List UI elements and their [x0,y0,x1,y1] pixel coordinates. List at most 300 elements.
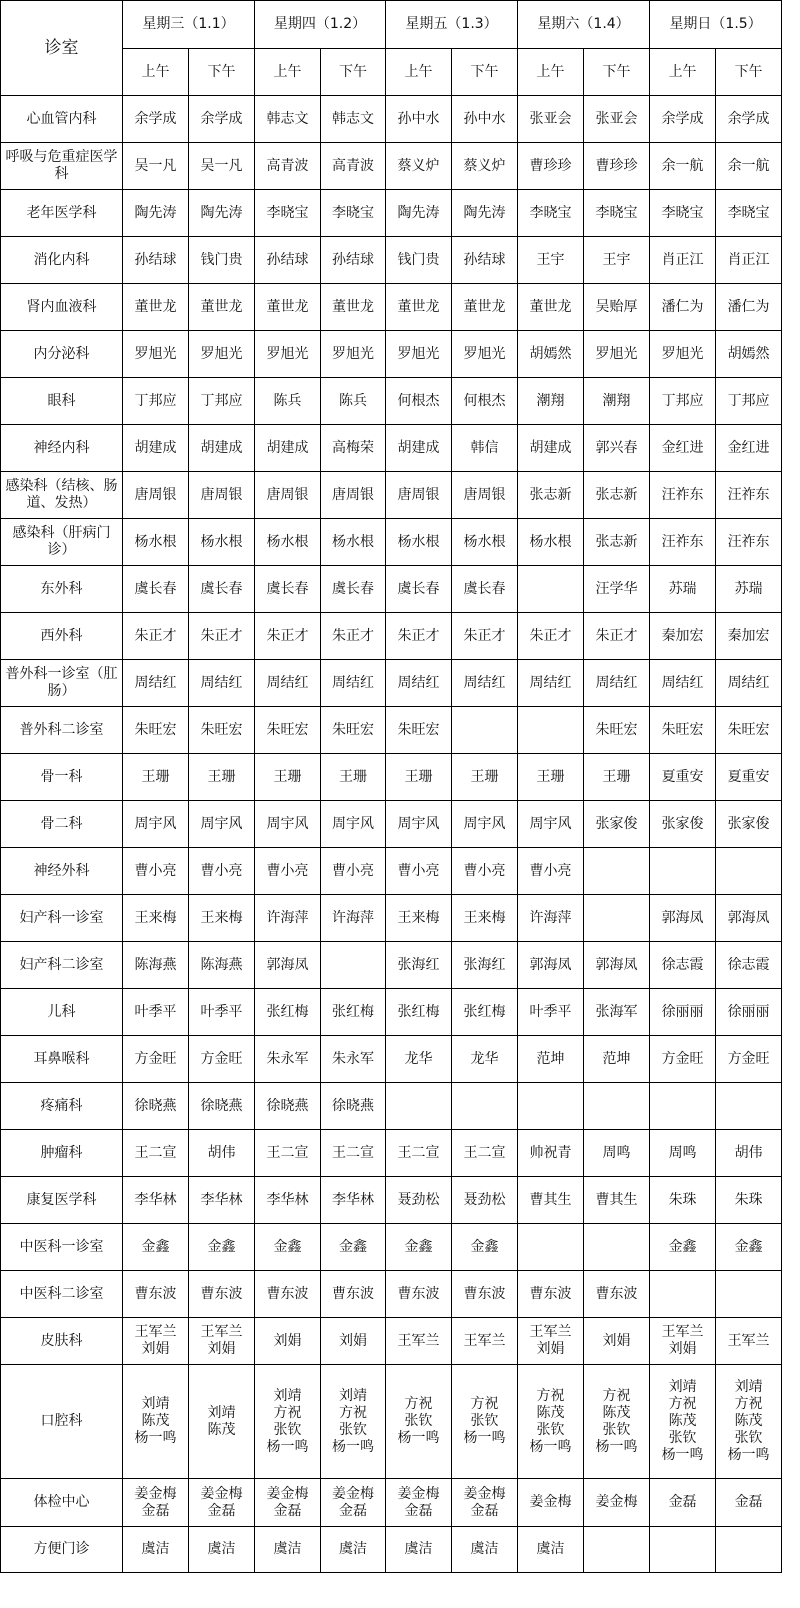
doctor-cell: 虞长春 [255,566,321,613]
doctor-cell: 张海红 [386,942,452,989]
doctor-cell: 张家俊 [716,801,782,848]
doctor-cell [452,707,518,754]
doctor-cell: 姜金梅 金磊 [123,1479,189,1527]
doctor-cell: 王珊 [452,754,518,801]
doctor-cell: 周结红 [716,660,782,707]
department-cell: 口腔科 [1,1365,123,1479]
doctor-cell: 王军兰 [716,1318,782,1365]
doctor-cell [584,895,650,942]
doctor-cell [518,1083,584,1130]
doctor-cell: 杨水根 [255,519,321,566]
doctor-cell: 金红进 [650,425,716,472]
doctor-cell: 王二宣 [452,1130,518,1177]
table-row [1,519,782,566]
doctor-cell: 蔡义炉 [386,143,452,190]
doctor-cell: 虞洁 [452,1527,518,1573]
doctor-cell: 王军兰 刘娟 [123,1318,189,1365]
doctor-cell: 郭海凤 [650,895,716,942]
doctor-cell: 陈兵 [255,378,321,425]
doctor-cell: 陶先涛 [452,190,518,237]
doctor-cell [650,1083,716,1130]
doctor-cell: 虞洁 [189,1527,255,1573]
doctor-cell: 周结红 [386,660,452,707]
doctor-cell: 金红进 [716,425,782,472]
doctor-cell: 张亚会 [518,96,584,143]
doctor-cell: 高青波 [255,143,321,190]
doctor-cell: 周宇风 [189,801,255,848]
doctor-cell: 王军兰 刘娟 [189,1318,255,1365]
doctor-cell: 周宇风 [518,801,584,848]
doctor-cell: 郭海凤 [518,942,584,989]
period-header: 下午 [716,49,782,96]
doctor-cell: 李华林 [189,1177,255,1224]
table-row [1,331,782,378]
department-cell: 感染科（肝病门诊） [1,519,123,566]
day-header: 星期三（1.1） [123,1,255,49]
doctor-cell: 刘娟 [255,1318,321,1365]
period-header: 下午 [452,49,518,96]
doctor-cell: 郭海凤 [255,942,321,989]
doctor-cell [584,1083,650,1130]
department-cell: 普外科二诊室 [1,707,123,754]
department-cell: 骨二科 [1,801,123,848]
doctor-cell: 苏瑞 [716,566,782,613]
doctor-cell: 王军兰 刘娟 [650,1318,716,1365]
doctor-cell: 方金旺 [189,1036,255,1083]
table-row [1,472,782,519]
doctor-cell: 朱旺宏 [189,707,255,754]
table-row [1,848,782,895]
table-row [1,237,782,284]
doctor-cell: 方祝 张钦 杨一鸣 [452,1365,518,1479]
doctor-cell: 秦加宏 [650,613,716,660]
doctor-cell: 方金旺 [716,1036,782,1083]
doctor-cell: 刘靖 方祝 陈茂 张钦 杨一鸣 [650,1365,716,1479]
doctor-cell [716,1527,782,1573]
table-row [1,895,782,942]
department-cell: 儿科 [1,989,123,1036]
doctor-cell: 杨水根 [123,519,189,566]
doctor-cell: 曹东波 [255,1271,321,1318]
doctor-cell: 曹东波 [189,1271,255,1318]
doctor-cell: 王珊 [189,754,255,801]
doctor-cell: 曹东波 [321,1271,386,1318]
department-cell: 康复医学科 [1,1177,123,1224]
doctor-cell: 方祝 陈茂 张钦 杨一鸣 [584,1365,650,1479]
doctor-cell: 肖正江 [716,237,782,284]
table-row [1,566,782,613]
doctor-cell: 朱永军 [321,1036,386,1083]
doctor-cell: 王宇 [518,237,584,284]
doctor-cell: 虞长春 [123,566,189,613]
doctor-cell: 陈海燕 [189,942,255,989]
doctor-cell: 潘仁为 [650,284,716,331]
department-cell: 肾内血液科 [1,284,123,331]
doctor-cell: 王来梅 [123,895,189,942]
doctor-cell: 范坤 [518,1036,584,1083]
doctor-cell: 杨水根 [189,519,255,566]
schedule-body [1,96,782,1573]
doctor-cell: 孙结球 [452,237,518,284]
department-cell: 神经外科 [1,848,123,895]
doctor-cell: 胡建成 [386,425,452,472]
doctor-cell: 王二宣 [386,1130,452,1177]
doctor-cell: 罗旭光 [584,331,650,378]
doctor-cell: 董世龙 [123,284,189,331]
doctor-cell: 朱正才 [386,613,452,660]
doctor-cell: 曹小亮 [123,848,189,895]
doctor-cell [650,1271,716,1318]
doctor-cell: 方金旺 [650,1036,716,1083]
doctor-cell: 曹小亮 [386,848,452,895]
doctor-cell: 周结红 [255,660,321,707]
doctor-cell: 刘娟 [321,1318,386,1365]
doctor-cell: 何根杰 [386,378,452,425]
doctor-cell: 胡伟 [716,1130,782,1177]
doctor-cell: 朱旺宏 [255,707,321,754]
department-cell: 感染科（结核、肠道、发热） [1,472,123,519]
doctor-cell: 朱旺宏 [584,707,650,754]
doctor-cell: 唐周银 [189,472,255,519]
doctor-cell: 徐志霞 [650,942,716,989]
doctor-cell: 钱门贵 [189,237,255,284]
doctor-cell: 虞洁 [255,1527,321,1573]
doctor-cell: 张志新 [584,472,650,519]
doctor-cell: 罗旭光 [123,331,189,378]
doctor-cell: 王珊 [584,754,650,801]
doctor-cell: 朱旺宏 [650,707,716,754]
doctor-cell: 朱旺宏 [123,707,189,754]
doctor-cell: 胡建成 [255,425,321,472]
doctor-cell: 肖正江 [650,237,716,284]
doctor-cell: 李晓宝 [321,190,386,237]
table-row [1,1365,782,1479]
doctor-cell: 金鑫 [189,1224,255,1271]
doctor-cell: 周结红 [650,660,716,707]
doctor-cell: 孙结球 [123,237,189,284]
doctor-cell: 董世龙 [255,284,321,331]
doctor-cell: 孙结球 [321,237,386,284]
doctor-cell: 虞洁 [123,1527,189,1573]
doctor-cell: 曹东波 [123,1271,189,1318]
department-cell: 耳鼻喉科 [1,1036,123,1083]
doctor-cell: 吴贻厚 [584,284,650,331]
doctor-cell: 周鸣 [650,1130,716,1177]
doctor-cell: 秦加宏 [716,613,782,660]
doctor-cell: 周结红 [321,660,386,707]
department-cell: 东外科 [1,566,123,613]
doctor-cell: 潘仁为 [716,284,782,331]
doctor-cell: 刘娟 [584,1318,650,1365]
department-cell: 中医科二诊室 [1,1271,123,1318]
department-cell: 疼痛科 [1,1083,123,1130]
department-cell: 心血管内科 [1,96,123,143]
doctor-cell: 朱正才 [123,613,189,660]
doctor-cell: 朱正才 [189,613,255,660]
doctor-cell: 罗旭光 [650,331,716,378]
doctor-cell: 郭海凤 [716,895,782,942]
doctor-cell [518,1224,584,1271]
doctor-cell: 金鑫 [255,1224,321,1271]
day-header: 星期六（1.4） [518,1,650,49]
doctor-cell: 虞长春 [452,566,518,613]
doctor-cell: 许海萍 [255,895,321,942]
doctor-cell: 唐周银 [452,472,518,519]
doctor-cell: 胡嫣然 [518,331,584,378]
doctor-cell: 罗旭光 [189,331,255,378]
doctor-cell: 丁邦应 [123,378,189,425]
doctor-cell: 曹小亮 [452,848,518,895]
doctor-cell: 杨水根 [321,519,386,566]
doctor-cell: 范坤 [584,1036,650,1083]
doctor-cell: 李晓宝 [518,190,584,237]
doctor-cell: 金鑫 [452,1224,518,1271]
doctor-cell: 周宇风 [386,801,452,848]
table-row [1,190,782,237]
doctor-cell: 李晓宝 [584,190,650,237]
day-header: 星期四（1.2） [255,1,386,49]
doctor-cell: 余学成 [123,96,189,143]
department-cell: 体检中心 [1,1479,123,1527]
doctor-cell: 苏瑞 [650,566,716,613]
doctor-cell: 丁邦应 [189,378,255,425]
doctor-cell: 郭海凤 [584,942,650,989]
doctor-cell: 罗旭光 [321,331,386,378]
doctor-cell: 金磊 [650,1479,716,1527]
doctor-cell: 曹东波 [386,1271,452,1318]
doctor-cell: 吴一凡 [123,143,189,190]
doctor-cell: 高梅荣 [321,425,386,472]
doctor-cell: 唐周银 [386,472,452,519]
department-cell: 肿瘤科 [1,1130,123,1177]
doctor-cell: 潮翔 [518,378,584,425]
doctor-cell: 余一航 [650,143,716,190]
doctor-cell: 王宇 [584,237,650,284]
doctor-cell: 张红梅 [255,989,321,1036]
department-cell: 中医科一诊室 [1,1224,123,1271]
department-cell: 老年医学科 [1,190,123,237]
doctor-cell: 刘靖 陈茂 杨一鸣 [123,1365,189,1479]
table-row [1,801,782,848]
doctor-cell: 姜金梅 金磊 [321,1479,386,1527]
table-row [1,660,782,707]
doctor-cell: 张红梅 [386,989,452,1036]
doctor-cell [518,566,584,613]
doctor-cell: 周宇风 [123,801,189,848]
doctor-cell: 朱旺宏 [321,707,386,754]
doctor-cell: 李华林 [321,1177,386,1224]
doctor-cell: 姜金梅 金磊 [452,1479,518,1527]
department-cell: 妇产科一诊室 [1,895,123,942]
doctor-cell: 虞长春 [189,566,255,613]
doctor-cell: 周宇风 [452,801,518,848]
doctor-cell: 汪祚东 [716,519,782,566]
doctor-cell: 姜金梅 [518,1479,584,1527]
doctor-cell: 朱永军 [255,1036,321,1083]
doctor-cell: 曹其生 [584,1177,650,1224]
doctor-cell: 唐周银 [255,472,321,519]
doctor-cell [716,848,782,895]
doctor-cell: 胡伟 [189,1130,255,1177]
doctor-cell: 周鸣 [584,1130,650,1177]
doctor-cell [650,848,716,895]
doctor-cell: 朱正才 [321,613,386,660]
department-cell: 内分泌科 [1,331,123,378]
doctor-cell: 虞洁 [518,1527,584,1573]
table-row [1,96,782,143]
doctor-cell: 金鑫 [123,1224,189,1271]
doctor-cell: 曹小亮 [518,848,584,895]
doctor-cell: 王珊 [123,754,189,801]
doctor-cell: 董世龙 [189,284,255,331]
doctor-cell: 王军兰 [386,1318,452,1365]
doctor-cell: 金鑫 [650,1224,716,1271]
doctor-cell: 罗旭光 [386,331,452,378]
doctor-cell: 朱旺宏 [386,707,452,754]
table-row [1,707,782,754]
doctor-cell: 余一航 [716,143,782,190]
period-header: 下午 [584,49,650,96]
doctor-cell: 朱正才 [518,613,584,660]
doctor-cell: 张家俊 [584,801,650,848]
department-cell: 普外科一诊室（肛肠） [1,660,123,707]
table-row [1,1083,782,1130]
department-cell: 眼科 [1,378,123,425]
doctor-cell: 董世龙 [452,284,518,331]
doctor-cell: 叶季平 [189,989,255,1036]
doctor-cell: 方祝 张钦 杨一鸣 [386,1365,452,1479]
doctor-cell: 杨水根 [518,519,584,566]
period-header: 上午 [255,49,321,96]
doctor-cell: 王军兰 [452,1318,518,1365]
doctor-cell: 韩志文 [255,96,321,143]
doctor-cell [584,1224,650,1271]
doctor-cell: 曹东波 [518,1271,584,1318]
doctor-cell: 韩志文 [321,96,386,143]
doctor-cell [584,848,650,895]
doctor-cell: 叶季平 [123,989,189,1036]
doctor-cell: 余学成 [650,96,716,143]
doctor-cell: 唐周银 [123,472,189,519]
doctor-cell: 夏重安 [716,754,782,801]
doctor-cell: 张海军 [584,989,650,1036]
table-row [1,143,782,190]
doctor-cell: 龙华 [452,1036,518,1083]
doctor-cell: 蔡义炉 [452,143,518,190]
doctor-cell: 姜金梅 金磊 [255,1479,321,1527]
table-row [1,284,782,331]
table-row [1,378,782,425]
doctor-cell: 王珊 [255,754,321,801]
doctor-cell: 唐周银 [321,472,386,519]
doctor-cell: 高青波 [321,143,386,190]
doctor-cell: 张志新 [584,519,650,566]
doctor-cell: 徐志霞 [716,942,782,989]
doctor-cell: 周结红 [584,660,650,707]
table-row [1,1036,782,1083]
doctor-cell: 刘靖 方祝 张钦 杨一鸣 [321,1365,386,1479]
doctor-cell: 董世龙 [518,284,584,331]
doctor-cell: 周宇风 [255,801,321,848]
doctor-cell: 金鑫 [321,1224,386,1271]
period-header: 上午 [650,49,716,96]
department-cell: 骨一科 [1,754,123,801]
doctor-cell: 潮翔 [584,378,650,425]
department-cell: 妇产科二诊室 [1,942,123,989]
department-cell: 消化内科 [1,237,123,284]
doctor-cell: 龙华 [386,1036,452,1083]
doctor-cell: 朱正才 [452,613,518,660]
period-header: 上午 [386,49,452,96]
doctor-cell: 朱珠 [716,1177,782,1224]
table-row [1,989,782,1036]
doctor-cell: 张红梅 [452,989,518,1036]
doctor-cell: 虞洁 [386,1527,452,1573]
doctor-cell: 胡建成 [189,425,255,472]
doctor-cell [518,707,584,754]
doctor-cell: 张家俊 [650,801,716,848]
doctor-cell: 李晓宝 [650,190,716,237]
doctor-cell: 许海萍 [518,895,584,942]
doctor-cell: 李华林 [123,1177,189,1224]
table-row [1,942,782,989]
doctor-cell: 张志新 [518,472,584,519]
doctor-cell: 虞洁 [321,1527,386,1573]
doctor-cell: 聂劲松 [452,1177,518,1224]
doctor-cell: 罗旭光 [255,331,321,378]
day-header: 星期日（1.5） [650,1,782,49]
doctor-cell: 王珊 [321,754,386,801]
doctor-cell: 徐晓燕 [189,1083,255,1130]
doctor-cell: 王二宣 [255,1130,321,1177]
doctor-cell: 李晓宝 [255,190,321,237]
doctor-cell [386,1083,452,1130]
doctor-cell: 聂劲松 [386,1177,452,1224]
day-header: 星期五（1.3） [386,1,518,49]
doctor-cell: 曹小亮 [321,848,386,895]
doctor-cell [452,1083,518,1130]
doctor-cell: 汪祚东 [650,519,716,566]
doctor-cell: 汪祚东 [650,472,716,519]
table-row [1,1479,782,1527]
room-header: 诊室 [1,1,123,96]
doctor-cell: 曹东波 [452,1271,518,1318]
table-row [1,1224,782,1271]
doctor-cell: 许海萍 [321,895,386,942]
doctor-cell: 陈海燕 [123,942,189,989]
doctor-cell: 刘靖 方祝 陈茂 张钦 杨一鸣 [716,1365,782,1479]
doctor-cell: 周结红 [123,660,189,707]
period-header: 下午 [321,49,386,96]
table-row [1,1177,782,1224]
doctor-cell [584,1527,650,1573]
doctor-cell: 王珊 [518,754,584,801]
doctor-cell: 周宇风 [321,801,386,848]
doctor-cell: 李华林 [255,1177,321,1224]
doctor-cell: 王来梅 [189,895,255,942]
doctor-cell: 孙中水 [386,96,452,143]
table-row [1,1130,782,1177]
doctor-cell [716,1271,782,1318]
doctor-cell [716,1083,782,1130]
doctor-cell: 王军兰 刘娟 [518,1318,584,1365]
doctor-cell: 张亚会 [584,96,650,143]
doctor-cell: 王来梅 [452,895,518,942]
doctor-cell: 胡建成 [123,425,189,472]
doctor-cell: 董世龙 [321,284,386,331]
doctor-cell: 周结红 [189,660,255,707]
doctor-cell: 郭兴春 [584,425,650,472]
